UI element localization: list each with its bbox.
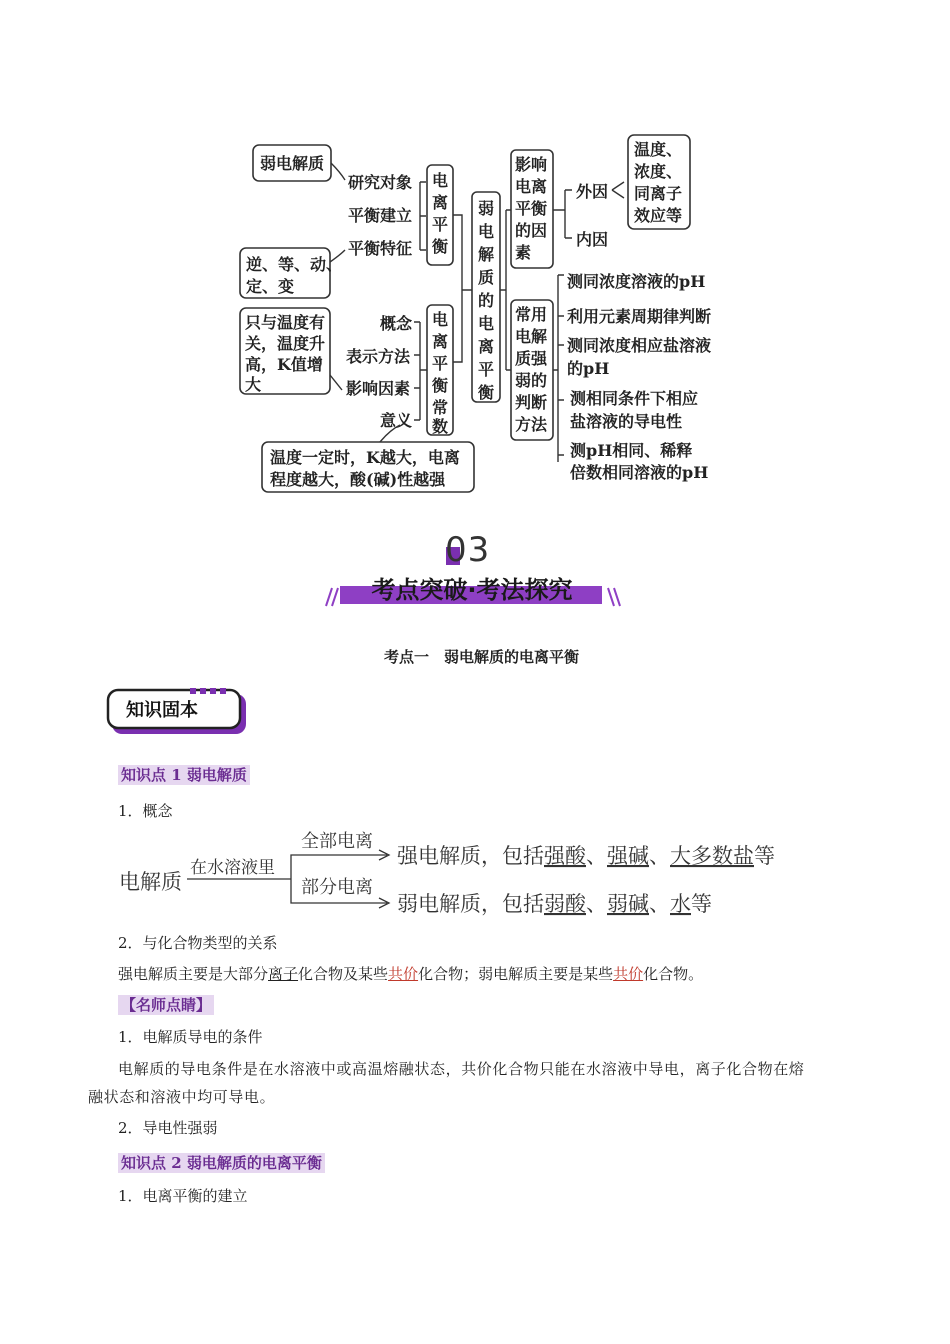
- inf-l4: 的因: [515, 221, 548, 240]
- t2: 2．导电性强弱: [118, 1119, 218, 1137]
- t1: 1．电解质导电的条件: [118, 1028, 263, 1046]
- m-l5: 判断: [515, 393, 548, 412]
- feature-line1: 逆、等、动、: [246, 255, 343, 274]
- m-l6: 方法: [515, 415, 548, 434]
- dg-sep3: 、: [586, 892, 607, 916]
- of-l3: 同离子: [634, 184, 683, 203]
- meaning-label: 意义: [380, 411, 413, 430]
- mi-3b: 的pH: [567, 359, 610, 378]
- t1-body-2: 融状态和溶液中均可导电。: [88, 1088, 276, 1106]
- inf-l2: 电离: [515, 177, 548, 196]
- balance-feature-label: 平衡特征: [348, 239, 413, 258]
- dg-strong-a: 强酸: [544, 844, 586, 868]
- inf-l5: 素: [515, 243, 532, 262]
- section-title-banner: [322, 570, 622, 610]
- tb-l2: 关，温度升: [245, 334, 326, 353]
- mi-4: 测相同条件下相应: [570, 389, 699, 408]
- dg-sep4: 、: [649, 892, 670, 916]
- mi-5: 测pH相同、稀释: [570, 441, 693, 460]
- bb-l1: 温度一定时，K越大，电离: [270, 448, 460, 467]
- mi-1: 测同浓度溶液的pH: [567, 272, 706, 291]
- concept-label: 概念: [380, 314, 413, 333]
- ib-c4: 衡: [432, 237, 449, 256]
- ib-c2: 离: [432, 193, 449, 212]
- dg-left: 电解质: [119, 870, 182, 894]
- c-c6: 数: [432, 417, 449, 436]
- section-number: 03: [445, 530, 491, 570]
- dg-sep2: 、: [649, 844, 670, 868]
- center-c1: 弱: [478, 199, 495, 218]
- c-c1: 电: [432, 310, 449, 329]
- dg-weak-c: 水: [670, 892, 691, 916]
- dg-sep1: 、: [586, 844, 607, 868]
- inner-label: 内因: [576, 230, 609, 249]
- mind-map: [0, 0, 950, 500]
- center-c8: 平: [478, 360, 495, 379]
- dg-strong-c: 大多数盐: [670, 844, 754, 868]
- kp1-heading: [118, 764, 250, 785]
- relation-text: [118, 963, 703, 984]
- tb-l4: 大: [245, 375, 262, 394]
- feature-line2: 定、变: [246, 277, 295, 296]
- of-l4: 效应等: [634, 206, 683, 225]
- dg-strong-post: 等: [754, 844, 775, 868]
- dg-strong-pre: 强电解质，包括: [397, 844, 544, 868]
- center-c3: 解: [478, 245, 495, 264]
- ib-c3: 平: [432, 215, 449, 234]
- center-c7: 离: [478, 337, 495, 356]
- kp2-item1: 1．电离平衡的建立: [118, 1187, 248, 1205]
- tb-l1: 只与温度有: [245, 313, 326, 332]
- outer-label: 外因: [576, 182, 609, 201]
- tb-l3: 高，K值增: [245, 355, 323, 374]
- c-c3: 平: [432, 354, 449, 373]
- center-c6: 电: [478, 314, 495, 333]
- of-l2: 浓度、: [634, 162, 683, 181]
- kp2-heading: [118, 1152, 325, 1173]
- knowledge-tag-label: 知识固本: [126, 700, 198, 721]
- research-label: 研究对象: [348, 173, 413, 192]
- item2: 2．与化合物类型的关系: [118, 934, 278, 952]
- dg-weak-a: 弱酸: [544, 892, 586, 916]
- dg-cond: 在水溶液里: [190, 858, 275, 878]
- section-title: 考点突破·考法探究: [371, 576, 573, 604]
- dg-full: 全部电离: [301, 831, 373, 852]
- c-c4: 衡: [432, 376, 449, 395]
- c-c2: 离: [432, 332, 449, 351]
- kp1-label: 知识点 1 弱电解质: [118, 765, 250, 785]
- ib-c1: 电: [432, 171, 449, 190]
- balance-build-label: 平衡建立: [348, 206, 413, 225]
- rel-cov1: 共价: [388, 965, 419, 983]
- of-l1: 温度、: [634, 140, 683, 159]
- rel-cov2: 共价: [613, 965, 644, 983]
- m-l1: 常用: [515, 305, 548, 324]
- dg-weak-post: 等: [691, 892, 712, 916]
- rel-p2: 化合物及某些: [298, 965, 389, 983]
- mi-2: 利用元素周期律判断: [567, 307, 712, 326]
- rel-p3: 化合物；弱电解质主要是某些: [418, 965, 614, 983]
- m-l3: 质强: [515, 349, 548, 368]
- item1: 1．概念: [118, 802, 173, 820]
- center-c4: 质: [478, 268, 495, 287]
- dg-weak-pre: 弱电解质，包括: [397, 892, 544, 916]
- center-c9: 衡: [478, 383, 495, 402]
- mi-5b: 倍数相同溶液的pH: [570, 463, 709, 482]
- inf-l1: 影响: [515, 155, 548, 174]
- inf-l3: 平衡: [515, 199, 548, 218]
- mi-4b: 盐溶液的导电性: [570, 412, 683, 431]
- teacher-tag: [118, 994, 214, 1015]
- rel-p1: 强电解质主要是大部分: [118, 965, 269, 983]
- topic-title: 考点一 弱电解质的电离平衡: [384, 648, 580, 666]
- knowledge-tag: [106, 688, 251, 738]
- expression-label: 表示方法: [346, 347, 411, 366]
- factors-label: 影响因素: [346, 379, 411, 398]
- rel-p4: 化合物。: [643, 965, 704, 983]
- dg-strong-b: 强碱: [607, 844, 649, 868]
- svg-text:弱电解质，包括弱酸、弱碱、水等: [397, 892, 712, 917]
- t1-body-1: 电解质的导电条件是在水溶液中或高温熔融状态，共价化合物只能在水溶液中导电，离子化合物在熔: [118, 1060, 805, 1078]
- weak-electrolyte-label: 弱电解质: [260, 154, 325, 173]
- teacher-tag-label: 【名师点睛】: [118, 995, 214, 1015]
- center-c5: 的: [478, 291, 495, 310]
- rel-ionic: 离子: [268, 965, 299, 983]
- bb-l2: 程度越大，酸(碱)性越强: [270, 470, 446, 489]
- m-l2: 电解: [515, 327, 548, 346]
- m-l4: 弱的: [515, 371, 548, 390]
- center-c2: 电: [478, 222, 495, 241]
- kp2-label: 知识点 2 弱电解质的电离平衡: [118, 1153, 325, 1173]
- electrolyte-diagram: [115, 825, 805, 925]
- dg-weak-b: 弱碱: [607, 892, 649, 916]
- dg-partial: 部分电离: [301, 877, 373, 898]
- mi-3: 测同浓度相应盐溶液: [567, 336, 712, 355]
- c-c5: 常: [432, 398, 449, 417]
- svg-text:强电解质，包括强酸、强碱、大多数盐等: [397, 844, 775, 869]
